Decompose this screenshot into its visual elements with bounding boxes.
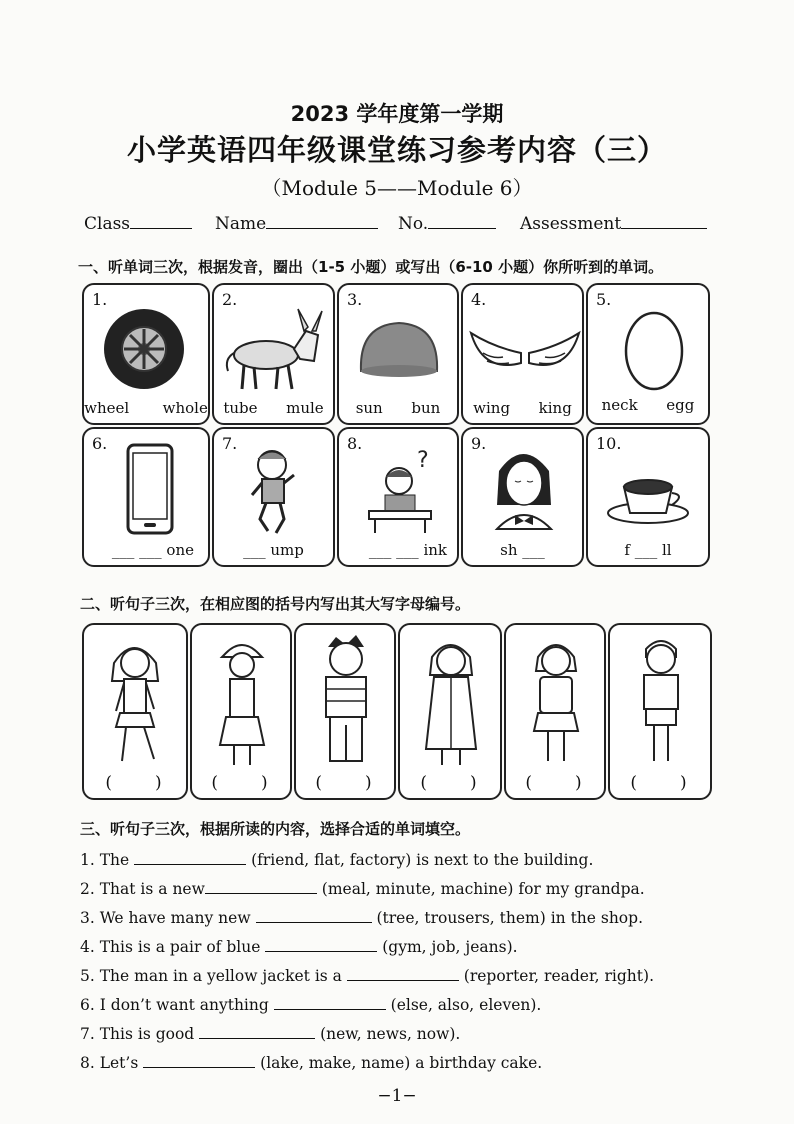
thinking-boy-icon (339, 441, 461, 541)
choice-word[interactable]: wing (473, 399, 511, 417)
fill-blank[interactable]: sh ___ (500, 541, 545, 559)
number-field[interactable] (398, 214, 496, 234)
choice-word[interactable]: wheel (84, 399, 130, 417)
choice-word[interactable]: bun (411, 399, 441, 417)
egg-icon (588, 303, 712, 395)
term-heading: 2023 学年度第一学期 (290, 102, 504, 126)
boy-sweater-icon (296, 629, 396, 773)
section2-instruction: 二、听句子三次，在相应图的括号内写出其大写字母编号。 (80, 595, 471, 613)
number-label: No. (398, 214, 429, 234)
donkey-icon (214, 303, 337, 395)
svg-text:?: ? (417, 448, 429, 473)
item-number: 1. (92, 290, 108, 309)
choice-word[interactable]: neck (601, 396, 638, 414)
answer-parentheses[interactable]: ( ) (420, 773, 480, 793)
boy-shorts-icon (610, 631, 712, 773)
word-item-10 (586, 427, 710, 567)
class-field[interactable] (84, 214, 192, 234)
page-title: 小学英语四年级课堂练习参考内容（三） (126, 133, 667, 167)
word-item-6 (82, 427, 210, 567)
assessment-label: Assessment (520, 214, 622, 234)
word-item-7 (212, 427, 335, 567)
answer-blank[interactable] (143, 1053, 255, 1068)
figure-box-1 (82, 623, 188, 800)
name-label: Name (215, 214, 267, 234)
choice-word[interactable]: sun (355, 399, 383, 417)
question-4: 4. This is a pair of blue (gym, job, jeans). (80, 938, 518, 956)
figure-box-6 (608, 623, 712, 800)
word-item-4 (461, 283, 584, 425)
answer-parentheses[interactable]: ( ) (105, 773, 165, 793)
fill-blank[interactable]: ___ ___ one (111, 541, 194, 559)
question-5: 5. The man in a yellow jacket is a (reporter, reader, right). (80, 967, 654, 985)
question-6: 6. I don’t want anything (else, also, eleven). (80, 996, 542, 1014)
word-item-1 (82, 283, 210, 425)
girl-skirt-icon (84, 633, 186, 773)
item-number: 2. (222, 290, 238, 309)
choice-word[interactable]: egg (666, 396, 695, 414)
item-number: 6. (92, 434, 108, 453)
figure-box-2 (190, 623, 292, 800)
item-number: 10. (596, 434, 622, 453)
word-item-5 (586, 283, 710, 425)
bun-icon (339, 303, 461, 395)
figure-box-5 (504, 623, 606, 800)
item-number: 8. (347, 434, 363, 453)
question-7: 7. This is good (new, news, now). (80, 1025, 461, 1043)
section3-instruction: 三、听句子三次，根据所读的内容，选择合适的单词填空。 (80, 820, 471, 838)
answer-blank[interactable] (256, 908, 372, 923)
answer-parentheses[interactable]: ( ) (211, 773, 271, 793)
choice-word[interactable]: whole (162, 399, 208, 417)
shy-girl-icon (463, 441, 586, 541)
item-number: 4. (471, 290, 487, 309)
word-item-9 (461, 427, 584, 567)
item-number: 9. (471, 434, 487, 453)
tire-icon (84, 303, 212, 395)
item-number: 5. (596, 290, 612, 309)
fill-blank[interactable]: ___ ___ ink (368, 541, 447, 559)
girl-long-coat-icon (400, 631, 502, 773)
word-item-8 (337, 427, 459, 567)
wings-icon (463, 303, 586, 395)
question-1: 1. The (friend, flat, factory) is next to the building. (80, 851, 594, 869)
assessment-field[interactable] (520, 214, 707, 234)
question-3: 3. We have many new (tree, trousers, them) in the shop. (80, 909, 643, 927)
girl-cap-coat-icon (192, 633, 292, 773)
answer-blank[interactable] (134, 850, 246, 865)
jumping-boy-icon (214, 441, 337, 541)
module-range: （Module 5——Module 6） (261, 176, 533, 200)
page-number: −1− (377, 1086, 417, 1106)
item-number: 7. (222, 434, 238, 453)
answer-blank[interactable] (199, 1024, 315, 1039)
answer-parentheses[interactable]: ( ) (315, 773, 375, 793)
figure-box-3 (294, 623, 396, 800)
fill-blank[interactable]: ___ ump (243, 541, 304, 559)
word-item-2 (212, 283, 335, 425)
choice-word[interactable]: king (538, 399, 572, 417)
answer-parentheses[interactable]: ( ) (525, 773, 585, 793)
girl-skirt-bangs-icon (506, 631, 606, 773)
fill-blank[interactable]: f ___ ll (624, 541, 672, 559)
answer-blank[interactable] (347, 966, 459, 981)
choice-word[interactable]: mule (286, 399, 324, 417)
choice-word[interactable]: tube (223, 399, 258, 417)
phone-icon (84, 441, 212, 541)
section1-instruction: 一、听单词三次，根据发音，圈出（1-5 小题）或写出（6-10 小题）你所听到的单词。 (78, 258, 664, 276)
class-label: Class (84, 214, 131, 234)
figure-box-4 (398, 623, 502, 800)
answer-blank[interactable] (205, 879, 317, 894)
answer-blank[interactable] (274, 995, 386, 1010)
word-item-3 (337, 283, 459, 425)
question-2: 2. That is a new (meal, minute, machine) for my grandpa. (80, 880, 645, 898)
question-8: 8. Let’s (lake, make, name) a birthday cake. (80, 1054, 543, 1072)
answer-blank[interactable] (265, 937, 377, 952)
item-number: 3. (347, 290, 363, 309)
coffee-cup-icon (588, 441, 712, 541)
name-field[interactable] (215, 214, 378, 234)
answer-parentheses[interactable]: ( ) (630, 773, 690, 793)
